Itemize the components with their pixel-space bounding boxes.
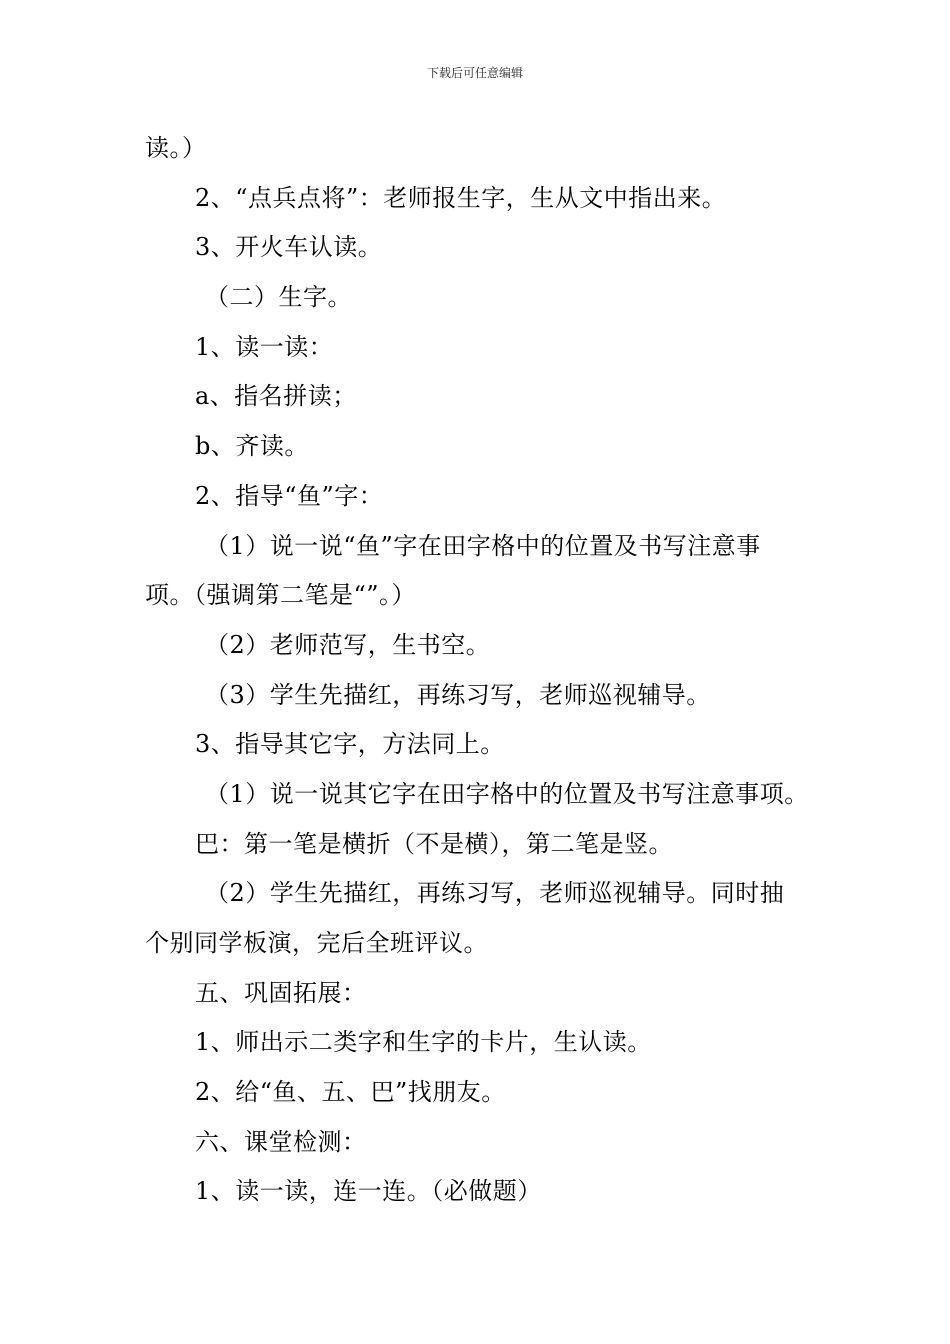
- text-line: 2、“点兵点将”：老师报生字，生从文中指出来。: [195, 183, 727, 212]
- text-line: （1）说一说其它字在田字格中的位置及书写注意事项。: [205, 779, 809, 808]
- text-line: 2、给“鱼、五、巴”找朋友。: [195, 1078, 506, 1107]
- text-line: 读。）: [145, 134, 207, 162]
- text-line: 项。（强调第二笔是“”。）: [145, 581, 417, 610]
- text-line: 3、指导其它字，方法同上。: [195, 730, 505, 759]
- text-line: b、齐读。: [195, 432, 309, 461]
- text-line: 个别同学板演，完后全班评议。: [145, 929, 488, 957]
- text-line: 3、开火车认读。: [195, 233, 383, 262]
- section-heading: 五、巩固拓展：: [195, 978, 367, 1007]
- text-line: 1、师出示二类字和生字的卡片，生认读。: [195, 1028, 652, 1057]
- text-line: 1、读一读：: [195, 332, 334, 361]
- document-body: [145, 124, 825, 1217]
- text-line: （2）老师范写，生书空。: [205, 630, 491, 659]
- text-line: 2、指导“鱼”字：: [195, 481, 384, 510]
- text-line: a、指名拼读；: [195, 382, 357, 411]
- section-heading: 六、课堂检测：: [195, 1127, 367, 1156]
- text-line: （2）学生先描红，再练习写，老师巡视辅导。同时抽: [205, 879, 785, 908]
- text-line: （1）说一说“鱼”字在田字格中的位置及书写注意事: [205, 531, 761, 560]
- section-heading: （二）生字。: [205, 283, 352, 312]
- text-line: （3）学生先描红，再练习写，老师巡视辅导。: [205, 680, 711, 709]
- text-line: 1、读一读，连一连。（必做题）: [195, 1177, 542, 1206]
- page-header: 下载后可任意编辑: [426, 66, 523, 80]
- text-line: 巴：第一笔是横折（不是横），第二笔是竖。: [195, 829, 673, 858]
